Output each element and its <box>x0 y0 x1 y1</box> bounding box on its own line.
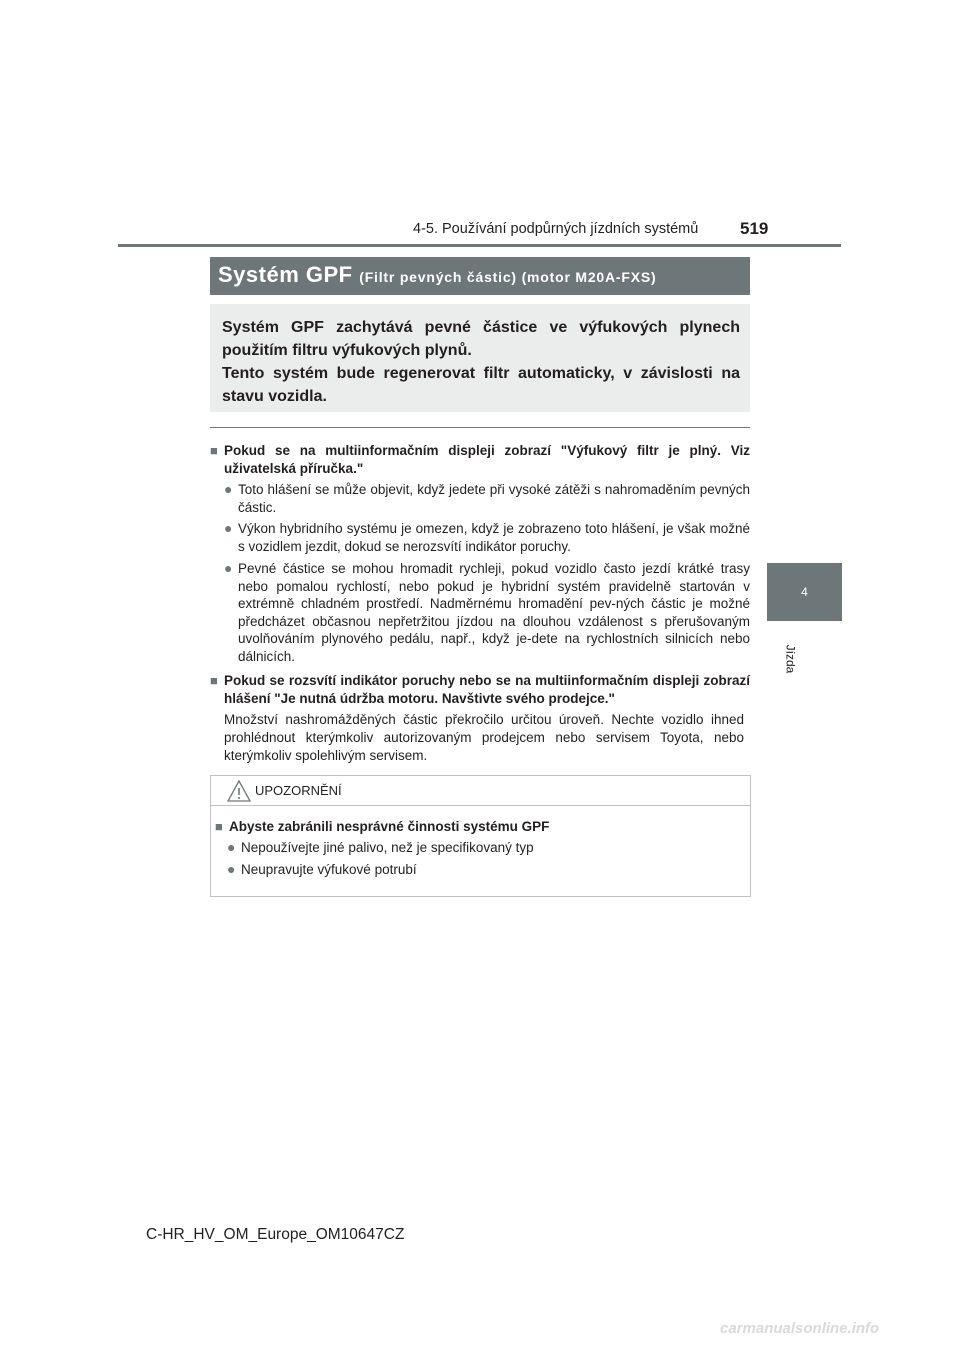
bullet-dot-icon: ● <box>224 560 233 576</box>
intro-line: Tento systém bude regenerovat filtr automaticky, v závislosti na <box>222 365 740 382</box>
warning-triangle-icon <box>227 780 251 802</box>
square-marker-icon: ■ <box>210 673 218 688</box>
square-marker-icon: ■ <box>215 819 223 834</box>
page-number: 519 <box>740 219 769 238</box>
section-divider <box>210 427 750 428</box>
list-item-text: Pevné částice se mohou hromadit rychleji, pokud vozidlo často jezdí krátké trasy nebo pomalou rychlostí, nebo pokud je hybridní systém pravidelně startován v extrémně chladném prostředí. Nadměrnému hromadění pev-ných částic je možné předcházet občasnou nepřetržitou jízdou na dlouhou vzdálenost s přerušovaným uvolňováním plynového pedálu, např., když je-dete na rychlostních silnicích nebo dálnicích. <box>238 561 750 664</box>
warning-heading-text: Abyste zabránili nesprávné činnosti systému GPF <box>229 819 550 834</box>
watermark: carmanualsonline.info <box>720 1320 880 1337</box>
section-paragraph: Množství nashromážděných částic překročilo určitou úroveň. Nechte vozidlo ihned prohlédnout kterýmkoliv autorizovaným prodejcem nebo servisem Toyota, nebo kterýmkoliv spolehlivým servisem. <box>224 712 744 763</box>
title-main-text: Systém GPF <box>218 262 353 287</box>
section-heading <box>210 442 750 478</box>
list-item-text: Výkon hybridního systému je omezen, když je zobrazeno toto hlášení, je však možné s vozidlem jezdit, dokud se nerozsvítí indikátor poruchy. <box>238 521 750 554</box>
chapter-label <box>770 630 810 690</box>
header-divider <box>118 244 841 247</box>
intro-line: stavu vozidla. <box>222 388 327 405</box>
section-header: 4-5. Používání podpůrných jízdních systémů <box>413 221 699 237</box>
document-code: C-HR_HV_OM_Europe_OM10647CZ <box>146 1226 405 1243</box>
page-title <box>218 262 656 288</box>
bullet-dot-icon: ● <box>227 861 236 877</box>
intro-line: Systém GPF zachytává pevné částice ve výfukových plynech <box>222 319 740 336</box>
chapter-tab: 4 <box>767 563 842 621</box>
intro-box <box>210 304 750 412</box>
list-item <box>224 481 750 517</box>
warning-box <box>210 775 751 897</box>
chapter-label-text: Jízda <box>783 644 798 674</box>
warning-title: UPOZORNĚNÍ <box>255 783 342 798</box>
section-heading <box>210 672 750 708</box>
section-heading-text: Pokud se na multiinformačním displeji zobrazí "Výfukový filtr je plný. Viz uživatelská příručka." <box>224 443 750 476</box>
list-item-text: Neupravujte výfukové potrubí <box>241 862 417 877</box>
section-heading-text: Pokud se rozsvítí indikátor poruchy nebo se na multiinformačním displeji zobrazí hlášení "Je nutná údržba motoru. Navštivte svého prodejce." <box>224 673 750 706</box>
title-subtitle: (Filtr pevných částic) (motor M20A-FXS) <box>359 269 657 285</box>
bullet-dot-icon: ● <box>224 481 233 497</box>
list-item-text: Toto hlášení se může objevit, když jedete při vysoké zátěži s nahromaděním pevných částic. <box>238 482 750 515</box>
list-item <box>224 560 750 668</box>
bullet-dot-icon: ● <box>227 839 236 855</box>
list-item-text: Nepoužívejte jiné palivo, než je specifikovaný typ <box>241 840 534 855</box>
intro-line: použitím filtru výfukových plynů. <box>222 342 472 359</box>
title-bar <box>210 257 750 295</box>
bullet-dot-icon: ● <box>224 520 233 536</box>
warning-header <box>211 776 750 806</box>
list-item <box>224 520 750 556</box>
square-marker-icon: ■ <box>210 443 218 458</box>
